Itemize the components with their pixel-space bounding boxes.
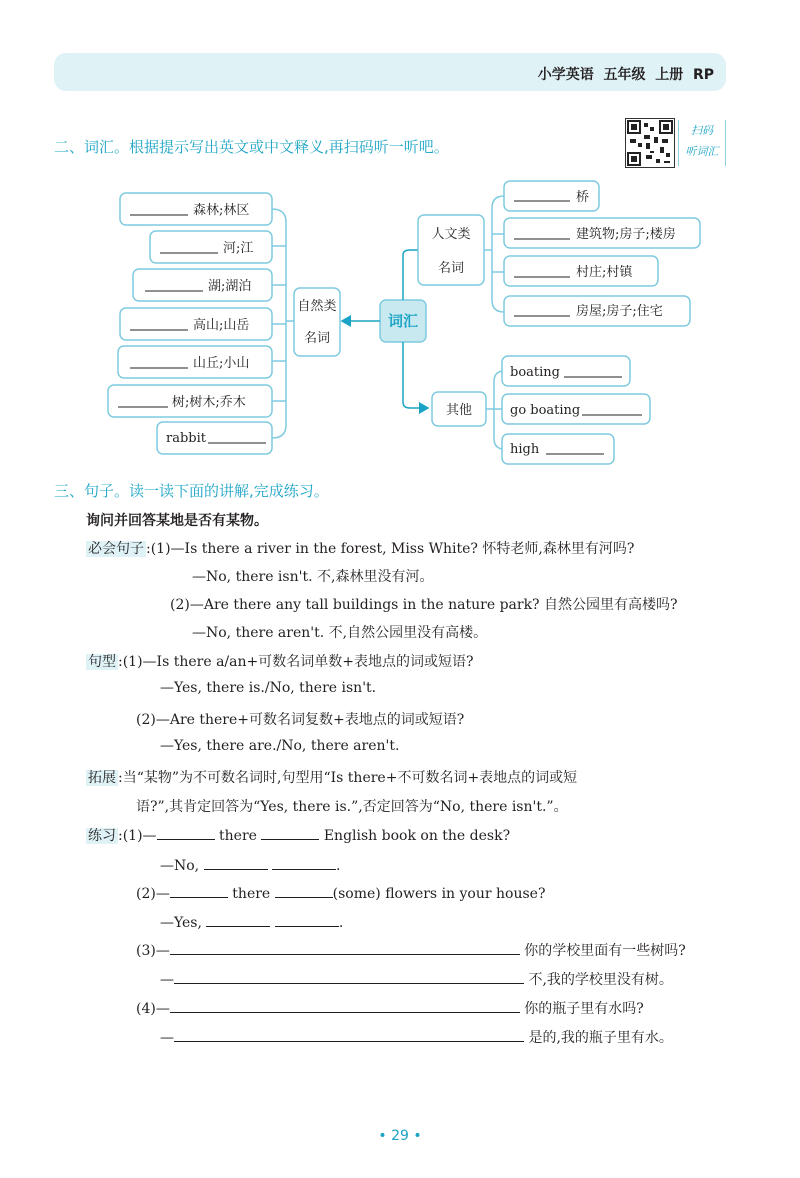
practice-line-2: —No, . <box>160 855 341 874</box>
practice-line-1: 练习 :(1)— there English book on the desk? <box>86 825 510 845</box>
practice-line-8: — 是的,我的瓶子里有水。 <box>160 1027 673 1047</box>
right-bottom-item: high <box>510 442 540 457</box>
page-number: • 29 • <box>378 1128 422 1144</box>
pattern-line-2: —Yes, there is./No, there isn't. <box>160 680 377 696</box>
practice-line-3: (2)— there (some) flowers in your house? <box>136 883 545 902</box>
center-label: 词汇 <box>387 312 419 330</box>
section3-title: 三、句子。读一读下面的讲解,完成练习。 <box>54 482 329 500</box>
left-item: 山丘;小山 <box>193 356 250 371</box>
pattern-label: 句型 <box>88 654 116 670</box>
culture-label-1: 人文类 <box>431 227 471 242</box>
answer-blank[interactable] <box>170 940 520 955</box>
left-item: rabbit <box>166 431 206 446</box>
vocab-mindmap <box>0 0 800 480</box>
qr-label: 扫码 听词汇 <box>678 120 726 166</box>
right-top-item: 桥 <box>576 190 590 205</box>
nature-label-1: 自然类 <box>297 299 337 314</box>
pattern-line-4: —Yes, there are./No, there aren't. <box>160 738 400 754</box>
answer-blank[interactable] <box>157 825 215 840</box>
answer-blank[interactable] <box>261 825 319 840</box>
culture-label-2: 名词 <box>437 261 465 276</box>
extend-line-2: 语?”,其肯定回答为“Yes, there is.”,否定回答为“No, there isn't.”。 <box>136 799 568 815</box>
header-text: 小学英语 五年级 上册 RP <box>537 67 714 83</box>
practice-line-4: —Yes, . <box>160 912 343 931</box>
left-item: 树;树木;乔木 <box>172 395 246 410</box>
right-top-item: 建筑物;房子;楼房 <box>576 227 676 242</box>
pattern-line-3: (2)—Are there+可数名词复数+表地点的词或短语? <box>136 712 465 728</box>
left-item: 湖;湖泊 <box>208 279 252 294</box>
answer-blank[interactable] <box>170 883 228 898</box>
answer-blank[interactable] <box>204 855 268 870</box>
must-line-2: —No, there isn't. 不,森林里没有河。 <box>192 569 434 585</box>
answer-blank[interactable] <box>275 883 333 898</box>
right-bottom-item: boating <box>510 365 560 380</box>
right-top-item: 房屋;房子;住宅 <box>576 304 663 319</box>
must-line-3: (2)—Are there any tall buildings in the nature park? 自然公园里有高楼吗? <box>170 597 678 613</box>
must-line-1: 必会句子 :(1)—Is there a river in the forest, Miss White? 怀特老师,森林里有河吗? <box>88 541 635 557</box>
other-label: 其他 <box>445 403 473 418</box>
section2-title: 二、词汇。根据提示写出英文或中文释义,再扫码听一听吧。 <box>54 138 449 156</box>
answer-blank[interactable] <box>275 912 339 927</box>
practice-line-5: (3)— 你的学校里面有一些树吗? <box>136 940 686 960</box>
section3-subtitle: 询问并回答某地是否有某物。 <box>86 513 268 529</box>
nature-label-2: 名词 <box>303 331 331 346</box>
answer-blank[interactable] <box>272 855 336 870</box>
pattern-line-1: 句型 :(1)—Is there a/an+可数名词单数+表地点的词或短语? <box>88 654 474 670</box>
left-item: 高山;山岳 <box>193 318 250 333</box>
practice-line-7: (4)— 你的瓶子里有水吗? <box>136 998 644 1018</box>
extend-line-1: 拓展 :当“某物”为不可数名词时,句型用“Is there+不可数名词+表地点的词或短 <box>88 770 578 786</box>
answer-blank[interactable] <box>206 912 270 927</box>
must-line-4: —No, there aren't. 不,自然公园里没有高楼。 <box>192 625 488 641</box>
right-top-item: 村庄;村镇 <box>576 265 633 280</box>
must-label: 必会句子 <box>88 541 144 557</box>
answer-blank[interactable] <box>174 1027 524 1042</box>
answer-blank[interactable] <box>170 998 520 1013</box>
right-bottom-item: go boating <box>510 403 581 418</box>
practice-line-6: — 不,我的学校里没有树。 <box>160 969 673 989</box>
answer-blank[interactable] <box>174 969 524 984</box>
left-item: 森林;林区 <box>193 203 250 218</box>
practice-label: 练习 <box>88 828 116 844</box>
extend-label: 拓展 <box>88 770 116 786</box>
left-item: 河;江 <box>223 241 254 256</box>
